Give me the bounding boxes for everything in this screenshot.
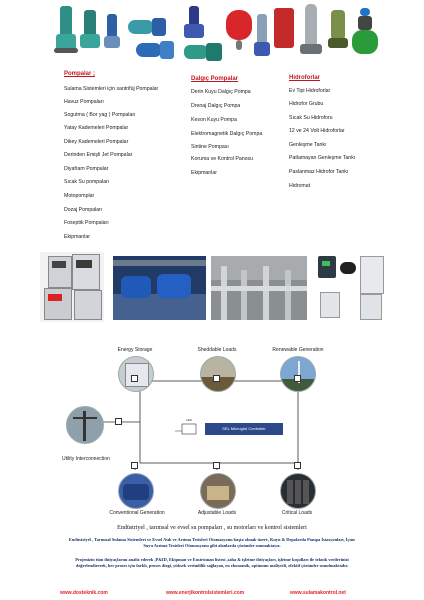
column-heading: Dalgıç Pompalar [191, 76, 239, 82]
critical-loads-image [280, 473, 316, 509]
list-item: Dozaj Pompaları [64, 207, 103, 213]
list-item: Havuz Pompaları [64, 99, 104, 105]
list-item: Derin Kuyu Dalgıç Pompa [191, 89, 251, 95]
utility-interconnection-label: Utility Interconnection [62, 456, 110, 462]
column-heading: Pompalar ; [64, 71, 96, 77]
connector-node [115, 418, 122, 425]
sheddable-loads-image [200, 356, 236, 392]
controller-label: SEL Microgrid Controller [222, 426, 266, 431]
list-item: Foseptik Pompaları [64, 220, 109, 226]
list-item: Sulama Sistemleri için santrifüj Pompalar [64, 86, 159, 92]
website-link-enerjikontrol[interactable]: www.enerjikontrolsistemleri.com [166, 590, 245, 596]
connector-node [213, 462, 220, 469]
list-item: Ekipmanlar [64, 234, 90, 240]
connector-node [294, 462, 301, 469]
list-item: Yatay Kademeleri Pompalar [64, 125, 129, 131]
connector-node [294, 375, 301, 382]
connector-node [213, 375, 220, 382]
renewable-generation-label: Renewable Generation [272, 347, 324, 353]
detail-paragraph: Projenizin tüm ihtiyaçlarını analiz ederek ,P&ID, Ekipman ve Enstrüman listesi ,saha & işletme ihtiyaçları, işletme koşulları ile teknik verilerinizi değerlendirerek, her proses için farklı, proses dizgi, yüksek verimlilik sağlayan, en ekonomik, optimum maliyetli, efektif çözümler sunulmaktadır. [75, 557, 349, 568]
column-heading: Hidroforlar [289, 75, 321, 81]
list-item: Ekipmanlar [191, 170, 217, 176]
website-link-dosteknik[interactable]: www.dosteknik.com [60, 590, 108, 596]
utility-interconnection-image [66, 406, 104, 444]
list-item: Genleşme Tankı [289, 142, 327, 148]
connector-node [131, 375, 138, 382]
list-item: Dikey Kademeleri Pompalar [64, 139, 129, 145]
sheddable-loads-label: Sheddable Loads [197, 347, 237, 353]
list-item: Derinden Emişli Jet Pompalar [64, 152, 133, 158]
energy-storage-image [118, 356, 154, 392]
list-item: Sogutma ( Bor yag ) Pompaları [64, 112, 136, 118]
list-item: 12 ve 24 Volt Hidroforlar [289, 128, 345, 134]
list-item: Drenaj Dalgıç Pompa [191, 103, 241, 109]
conventional-generation-label: Conventional Generation [109, 510, 165, 516]
list-item: Ev Tipi Hidroforlar [289, 88, 331, 94]
list-item: Motopomplar [64, 193, 95, 199]
adjustable-loads-image [200, 473, 236, 509]
list-item: Koruma ve Kontrol Panosu [191, 156, 253, 162]
list-item: Elektromagnetik Dalgıç Pompa [191, 131, 263, 137]
critical-loads-label: Critical Loads [281, 510, 313, 516]
list-item: Sintine Pompası [191, 144, 229, 150]
page-caption: Endüstriyel , tarımsal ve evsel su pompaları , su motorları ve kontrol sistemleri [117, 525, 307, 531]
adjustable-loads-label: Adjustable Loads [197, 510, 237, 516]
list-item: Hidrofor Grubu [289, 101, 324, 107]
list-item: Sıcak Su Hidroforu [289, 115, 333, 121]
hmi-label: HMI [186, 418, 192, 422]
list-item: Diyafram Pompalar [64, 166, 109, 172]
renewable-generation-image [280, 356, 316, 392]
list-item: Paslanmaz Hidrofor Tankı [289, 169, 349, 175]
intro-paragraph: Endüstriyel , Tarımsal Sulama Sistemleri ve Evsel Atık ve Arıtma Tesisleri Otomasyonu başta olmak üzere, Kuyu & Depolarda Pompa İstasyonları, İçme Suyu Arıtma Tesisleri Otomasyonu gibi alanlarda çözümler sunmaktayız. [68, 537, 356, 548]
list-item: Keson Kuyu Pompa [191, 117, 237, 123]
list-item: Sıcak Su pompaları [64, 179, 110, 185]
conventional-generation-image [118, 473, 154, 509]
energy-storage-label: Energy Storage [117, 347, 153, 353]
list-item: Patlamayan Genleşme Tankı [289, 155, 356, 161]
website-link-sulamakontrol[interactable]: www.sulamakontrol.net [290, 590, 346, 596]
connector-node [131, 462, 138, 469]
list-item: Hidromat [289, 183, 311, 189]
